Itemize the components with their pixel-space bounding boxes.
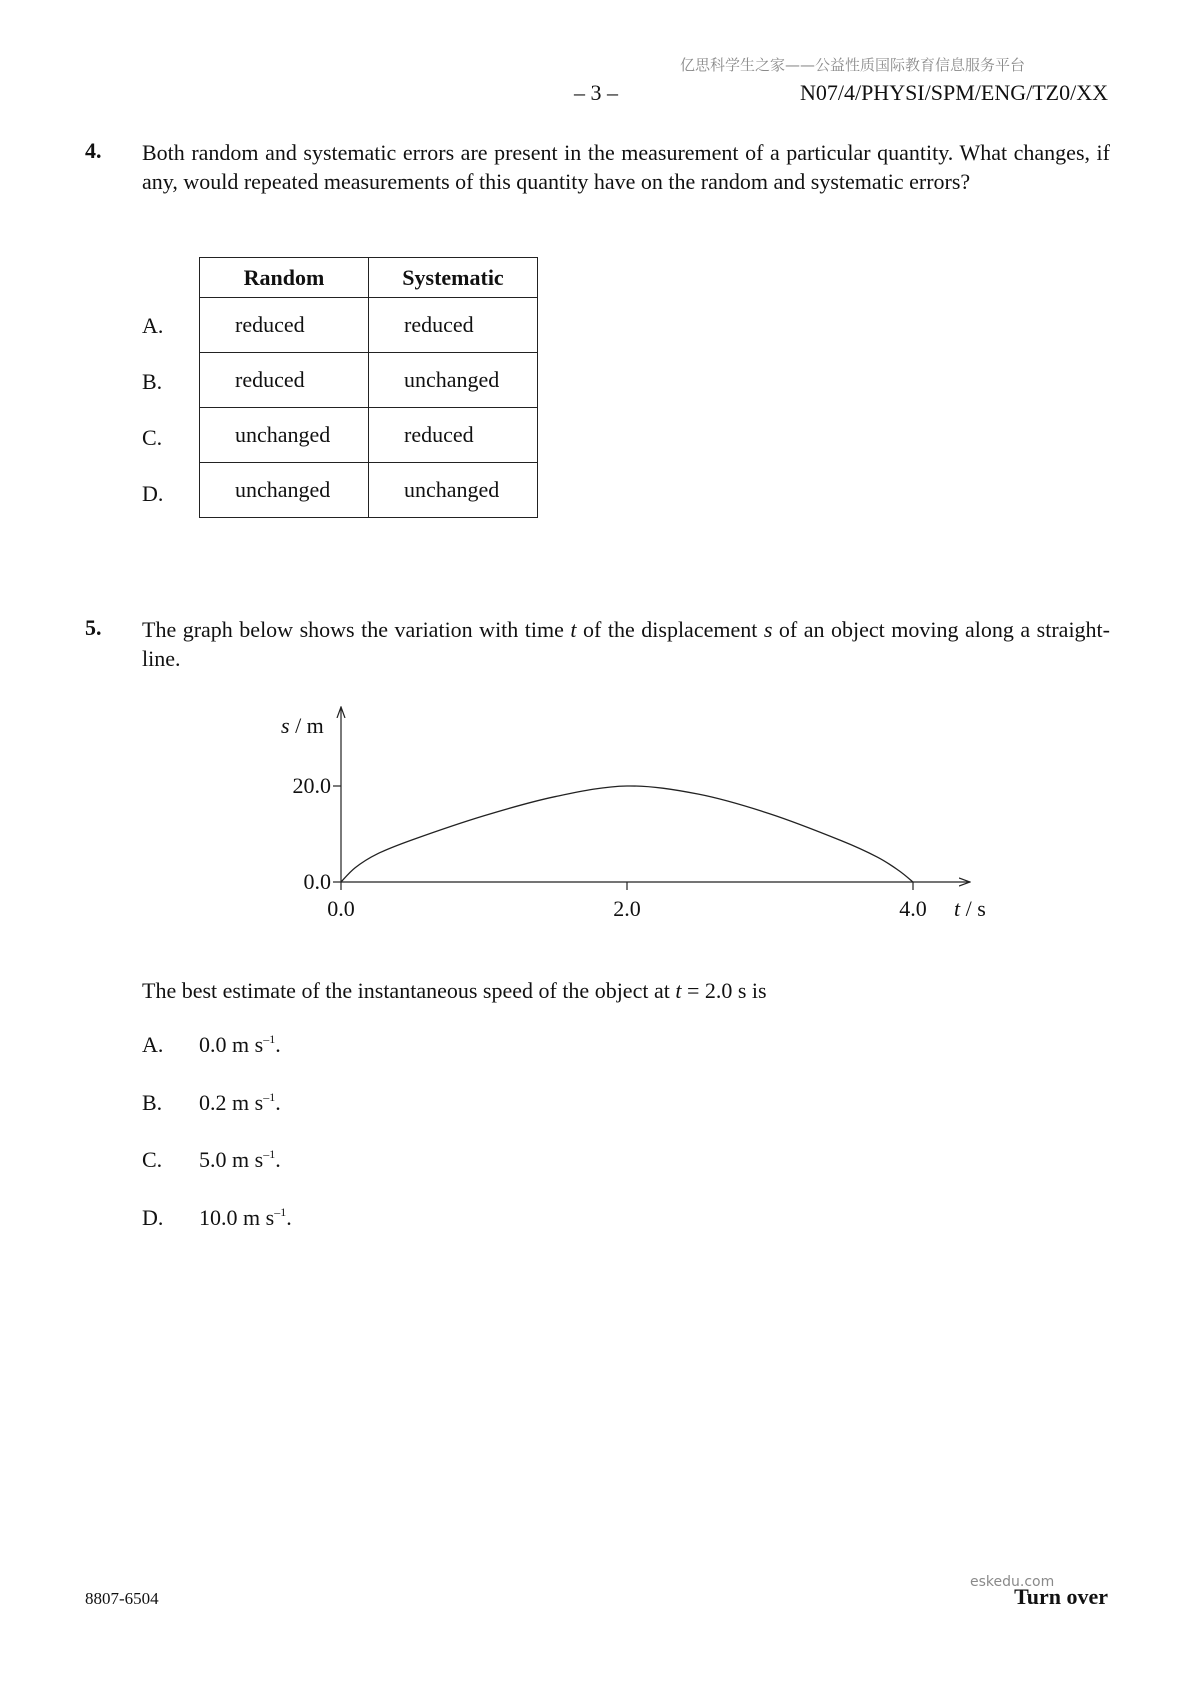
cell-random: unchanged	[200, 463, 369, 518]
page-number: – 3 –	[574, 80, 618, 105]
cell-systematic: unchanged	[369, 353, 538, 408]
cell-random: unchanged	[200, 408, 369, 463]
paper-code: N07/4/PHYSI/SPM/ENG/TZ0/XX	[799, 80, 1108, 105]
option-exponent: –1	[263, 1147, 276, 1161]
option-end: .	[275, 1147, 281, 1172]
question-4-text: Both random and systematic errors are present in the measurement of a particular quantity. What changes, if any, would repeated measurements of this quantity have on the random and systematic errors?	[142, 140, 1110, 194]
q5-option-b	[199, 1090, 281, 1116]
option-end: .	[275, 1090, 281, 1115]
footer-paper-code: 8807-6504	[85, 1589, 159, 1608]
q5-prompt-var-t: t	[675, 978, 682, 1003]
option-end: .	[275, 1032, 281, 1057]
q4-row-letter-c: C.	[142, 425, 163, 450]
x-axis-label-unit: / s	[960, 896, 986, 921]
question-5-prompt	[142, 976, 1110, 1005]
x-axis-label-var: t	[954, 896, 961, 921]
q5-text-part: of an object moving along a straight-line.	[142, 617, 1111, 671]
q5-option-a	[199, 1032, 281, 1058]
q5-text-part: The graph below shows the variation with time	[142, 617, 571, 642]
q4-row-letter-a: A.	[142, 313, 164, 338]
y-tick-label: 0.0	[303, 869, 331, 894]
x-tick-label: 2.0	[613, 896, 641, 921]
option-exponent: –1	[274, 1205, 287, 1219]
q4-row-letter-b: B.	[142, 369, 163, 394]
column-header-systematic: Systematic	[369, 258, 538, 298]
option-end: .	[286, 1205, 292, 1230]
y-axis-label-unit: / m	[289, 713, 324, 738]
y-axis-label	[281, 713, 324, 738]
turn-over-label: Turn over	[1014, 1584, 1108, 1609]
y-axis-label-var: s	[281, 713, 290, 738]
q5-prompt-part: The best estimate of the instantaneous speed of the object at	[142, 978, 676, 1003]
option-value: 10.0 m s	[199, 1205, 275, 1230]
footer-watermark: eskedu.com	[970, 1574, 1055, 1590]
cell-systematic: reduced	[369, 298, 538, 353]
q5-option-letter-b: B.	[142, 1090, 163, 1115]
q5-text-var-s: s	[763, 617, 773, 642]
q5-option-letter-a: A.	[142, 1032, 164, 1057]
option-value: 0.2 m s	[199, 1090, 264, 1115]
q5-option-d	[199, 1205, 292, 1231]
q5-option-letter-d: D.	[142, 1205, 164, 1230]
question-5-number: 5.	[85, 615, 102, 640]
question-4-number: 4.	[85, 138, 102, 163]
q5-text-var-t: t	[570, 617, 577, 642]
header-watermark: 亿思科学生之家——公益性质国际教育信息服务平台	[680, 56, 1026, 74]
option-value: 5.0 m s	[199, 1147, 264, 1172]
cell-systematic: unchanged	[369, 463, 538, 518]
q5-text-part: of the displacement	[576, 617, 764, 642]
cell-systematic: reduced	[369, 408, 538, 463]
q5-option-c	[199, 1147, 281, 1173]
x-tick-label: 0.0	[327, 896, 355, 921]
column-header-random: Random	[200, 258, 369, 298]
cell-random: reduced	[200, 353, 369, 408]
cell-random: reduced	[200, 298, 369, 353]
x-axis-label	[954, 896, 986, 921]
option-value: 0.0 m s	[199, 1032, 264, 1057]
option-exponent: –1	[263, 1032, 276, 1046]
y-tick-label: 20.0	[292, 773, 331, 798]
option-exponent: –1	[263, 1090, 276, 1104]
x-tick-label: 4.0	[899, 896, 927, 921]
series-line-displacement	[341, 786, 913, 882]
q5-option-letter-c: C.	[142, 1147, 163, 1172]
q5-prompt-part: = 2.0 s is	[681, 978, 767, 1003]
q4-row-letter-d: D.	[142, 481, 164, 506]
